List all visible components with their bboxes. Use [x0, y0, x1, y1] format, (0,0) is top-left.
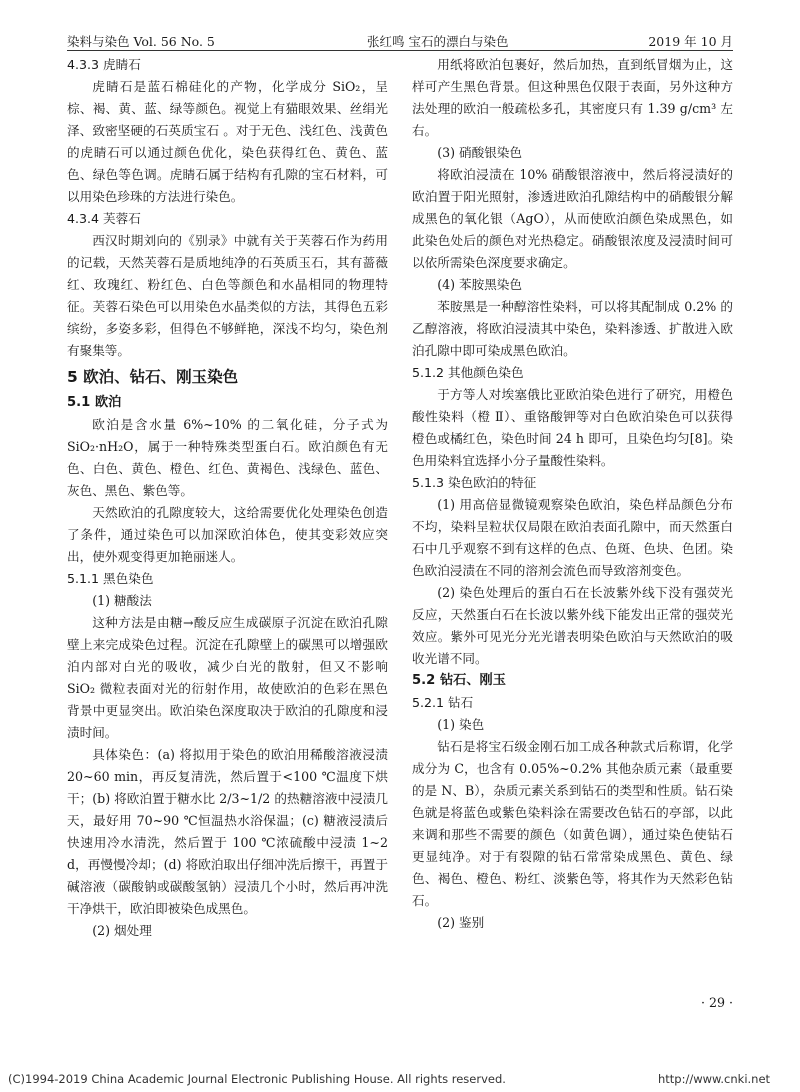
- issue-date: 2019 年 10 月: [648, 34, 733, 49]
- website-link[interactable]: http://www.cnki.net: [658, 1072, 771, 1086]
- article-info: 张红鸣 宝石的漂白与染色: [367, 34, 509, 49]
- section-5-2-heading: 5.2 钻石、刚玉: [412, 673, 506, 688]
- section-5-1-2-heading: 5.1.2 其他颜色染色: [412, 365, 524, 380]
- section-5-1-heading: 5.1 欧泊: [67, 395, 122, 410]
- paragraph: (1) 用高倍显微镜观察染色欧泊，染色样品颜色分布不均，染料呈粒状仅局限在欧泊表面孔隙中，而天然蛋白石中几乎观察不到有这样的色点、色斑、色块、色团。染色欧泊浸渍在不同的溶剂会流色而导致溶剂变色。: [412, 497, 733, 578]
- subsection-label: (3) 硝酸银染色: [437, 145, 522, 160]
- section-5-1-1-heading: 5.1.1 黑色染色: [67, 571, 154, 586]
- subsection-label: (2) 烟处理: [92, 923, 152, 938]
- copyright-footer: [8, 1072, 771, 1086]
- paragraph: 具体染色：(a) 将拟用于染色的欧泊用稀酸溶液浸渍 20~60 min，再反复清洗，然后置于<100 ℃温度下烘干；(b) 将欧泊置于糖水比 2/3~1/2 的热糖溶液中浸渍几天，最好用 70~90 ℃恒温热水浴保温；(c) 糖液浸渍后快速用冷水清洗，然后置于 100 ℃浓硫酸中浸渍 1~2 d，再慢慢冷却；(d) 将欧泊取出仔细冲洗后擦干，再置于碱溶液（碳酸钠或碳酸氢钠）浸渍几个小时，然后再冲洗干净烘干，欧泊即被染色成黑色。: [67, 747, 388, 916]
- copyright-text: (C)1994-2019 China Academic Journal Electronic Publishing House. All rights reserved.: [8, 1072, 506, 1086]
- paragraph: 虎睛石是蓝石棉硅化的产物，化学成分 SiO₂，呈棕、褐、黄、蓝、绿等颜色。视觉上有猫眼效果、丝绢光泽、致密坚硬的石英质宝石 。对于无色、浅红色、浅黄色的虎睛石可以通过颜色优化，染色获得红色、黄色、蓝色、绿色等色调。虎睛石属于结构有孔隙的宝石材料，可以用染色珍珠的方法进行染色。: [67, 79, 388, 204]
- paragraph: 欧泊是含水量 6%~10% 的二氧化硅，分子式为 SiO₂·nH₂O，属于一种特殊类型蛋白石。欧泊颜色有无色、白色、黄色、橙色、红色、黄褐色、浅绿色、蓝色、灰色、黑色、紫色等。: [67, 417, 388, 498]
- journal-info: 染料与染色 Vol. 56 No. 5: [67, 34, 215, 49]
- paragraph: 钻石是将宝石级金刚石加工成各种款式后称谓，化学成分为 C，也含有 0.05%~0.2% 其他杂质元素（最重要的是 N、B），杂质元素关系到钻石的类型和性质。钻石染色就是将蓝色或紫色染料涂在需要改色钻石的亭部，以此来调和那些不需要的颜色（如黄色调），通过染色使钻石更显纯净。对于有裂隙的钻石常常染成黑色、黄色、绿色、褐色、橙色、粉红、淡紫色等，将其作为天然彩色钻石。: [412, 739, 733, 908]
- paragraph: 西汉时期刘向的《别录》中就有关于芙蓉石作为药用的记载，天然芙蓉石是质地纯净的石英质玉石，其有蔷薇红、玫瑰红、粉红色、白色等颜色和水晶相同的物理特征。芙蓉石染色可以用染色水晶类似的方法，其得色五彩缤纷，多姿多彩，但得色不够鲜艳，深浅不均匀，染色剂有聚集等。: [67, 233, 388, 358]
- section-4-3-4-heading: 4.3.4 芙蓉石: [67, 211, 141, 226]
- subsection-label: (4) 苯胺黑染色: [437, 277, 522, 292]
- paragraph: 这种方法是由糖→酸反应生成碳原子沉淀在欧泊孔隙壁上来完成染色过程。沉淀在孔隙壁上的碳黑可以增强欧泊内部对白光的吸收，减少白光的散射，但又不影响 SiO₂ 微粒表面对光的衍射作用，故使欧泊的色彩在黑色背景中更显突出。欧泊染色深度取决于欧泊的孔隙度和浸渍时间。: [67, 615, 388, 740]
- right-column: [412, 54, 733, 934]
- paragraph: 天然欧泊的孔隙度较大，这给需要优化处理染色创造了条件，通过染色可以加深欧泊体色，使其变彩效应突出，使外观变得更加艳丽迷人。: [67, 505, 388, 564]
- subsection-label: (2) 鉴别: [437, 915, 485, 930]
- paragraph: 于方等人对埃塞俄比亚欧泊染色进行了研究，用橙色酸性染料（橙 Ⅱ）、重铬酸钾等对白色欧泊染色可以获得橙色或橘红色，染色时间 24 h 即可，且染色均匀[8]。染色用染料宜选择小分子量酸性染料。: [412, 387, 733, 468]
- paragraph: 用纸将欧泊包裹好，然后加热，直到纸冒烟为止，这样可产生黑色背景。但这种黑色仅限于表面，另外这种方法处理的欧泊一般疏松多孔，其密度只有 1.39 g/cm³ 左右。: [412, 57, 733, 138]
- running-header: [67, 30, 733, 51]
- paragraph: (2) 染色处理后的蛋白石在长波紫外线下没有强荧光反应，天然蛋白石在长波以紫外线下能发出正常的强荧光效应。紫外可见光分光光谱表明染色欧泊与天然欧泊的吸收光谱不同。: [412, 585, 733, 666]
- section-5-heading: 5 欧泊、钻石、刚玉染色: [67, 368, 239, 386]
- section-5-2-1-heading: 5.2.1 钻石: [412, 695, 474, 710]
- paragraph: 将欧泊浸渍在 10% 硝酸银溶液中，然后将浸渍好的欧泊置于阳光照射，渗透进欧泊孔隙结构中的硝酸银分解成黑色的氧化银（AgO），从而使欧泊颜色染成黑色，如此染色处后的颜色对光热稳定。硝酸银浓度及浸渍时间可以依所需染色深度要求确定。: [412, 167, 733, 270]
- subsection-label: (1) 染色: [437, 717, 485, 732]
- left-column: [67, 54, 388, 942]
- page-number: · 29 ·: [700, 995, 733, 1010]
- subsection-label: (1) 糖酸法: [92, 593, 152, 608]
- section-5-1-3-heading: 5.1.3 染色欧泊的特征: [412, 475, 537, 490]
- paragraph: 苯胺黑是一种醇溶性染料，可以将其配制成 0.2% 的乙醇溶液，将欧泊浸渍其中染色，染料渗透、扩散进入欧泊孔隙中即可染成黑色欧泊。: [412, 299, 733, 358]
- section-4-3-3-heading: 4.3.3 虎睛石: [67, 57, 141, 72]
